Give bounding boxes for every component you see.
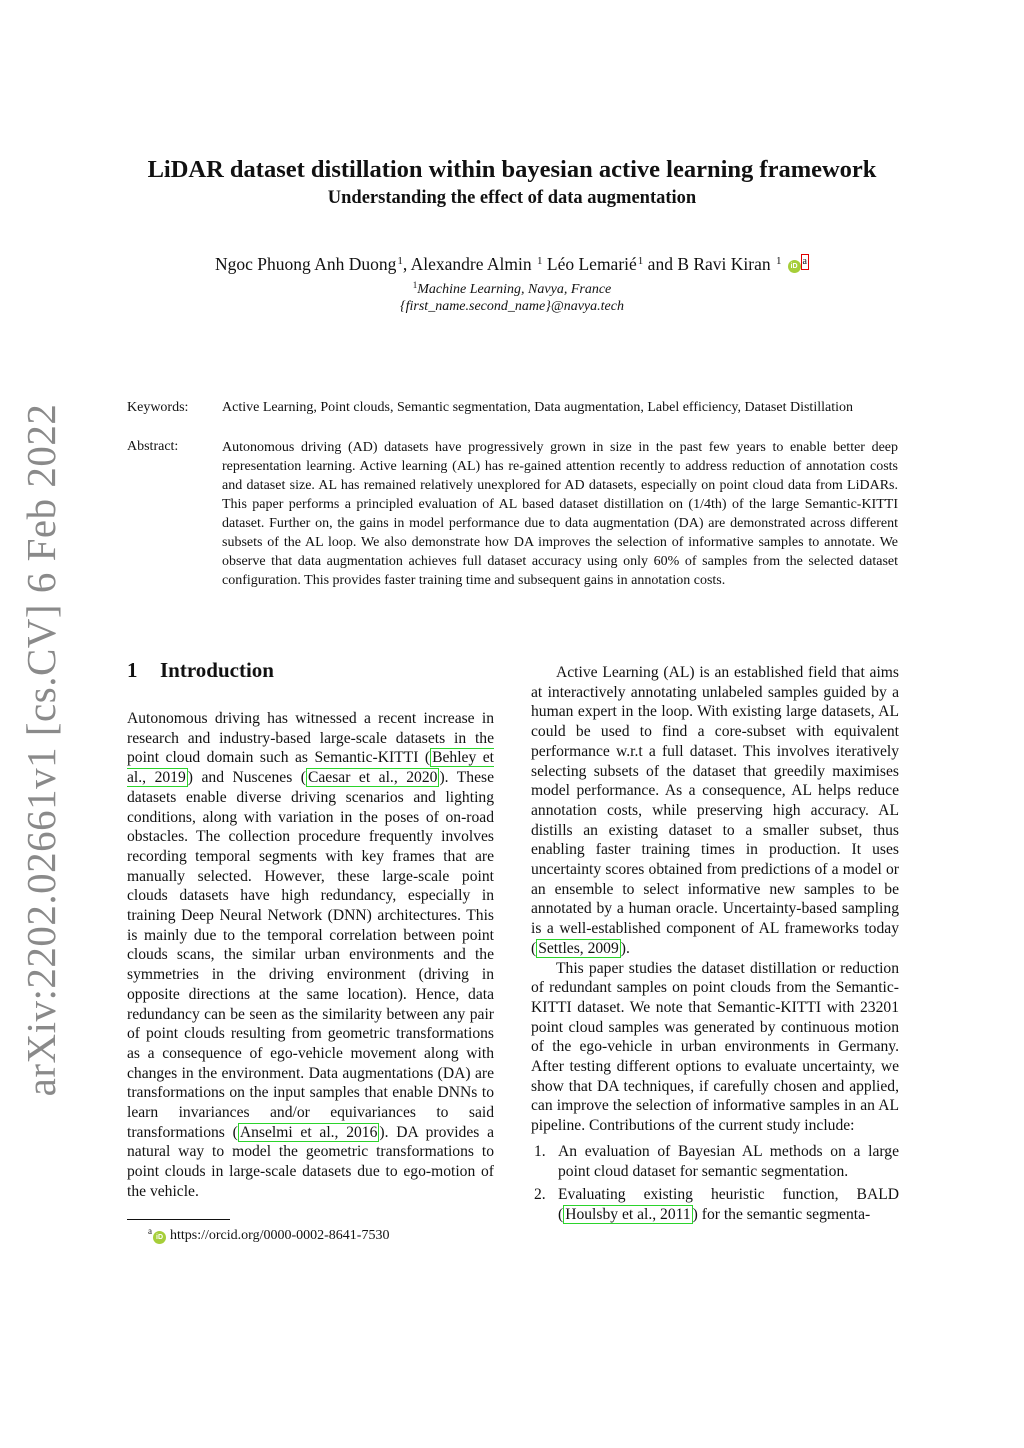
affiliation-mark: 1 [412, 280, 418, 290]
footnote-link[interactable]: a [801, 254, 809, 270]
section-title: Introduction [160, 658, 274, 682]
paragraph-text: ) and Nuscenes ( [187, 769, 306, 787]
paragraph [127, 709, 494, 1202]
list-number: 2. [534, 1186, 546, 1204]
affiliation-mark: 1 [776, 255, 782, 267]
list-item-text: ) for the semantic segmenta- [692, 1205, 871, 1223]
abstract-text: Autonomous driving (AD) datasets have progressively grown in size in the past few years to enable better deep representation learning. Active learning (AL) has re-gained attention recently to address reduction of annotation costs and dataset size. AL has remained relatively unexplored for AD datasets, especially on point cloud data from LiDARs. This paper performs a principled evaluation of AL based dataset distillation on (1/4th) of the large Semantic-KITTI dataset. Further on, the gains in model performance due to data augmentation (DA) are demonstrated across different subsets of the AL loop. We also demonstrate how DA improves the selection of informative samples to annotate. We observe that data augmentation achieves full dataset accuracy using only 60% of samples from the selected dataset configuration. This provides faster training time and subsequent gains in annotation costs. [222, 440, 898, 588]
right-column [531, 663, 899, 1229]
orcid-url[interactable]: https://orcid.org/0000-0002-8641-7530 [170, 1228, 390, 1243]
list-item [531, 1142, 899, 1181]
citation-link[interactable]: Anselmi et al., 2016 [239, 1123, 378, 1141]
citation-link[interactable]: Behley et al., 2019 [127, 749, 494, 787]
section-heading [127, 658, 274, 683]
affiliation-text: Machine Learning, Navya, France [417, 282, 612, 297]
footnote-rule [127, 1219, 230, 1220]
paragraph [531, 663, 899, 959]
citation-link[interactable]: Settles, 2009 [538, 939, 619, 957]
citation-link[interactable]: Caesar et al., 2020 [307, 769, 438, 787]
footnote [148, 1226, 389, 1244]
footnote-mark: a [148, 1226, 152, 1236]
paragraph-text: ). DA provides a natural way to model the geometric transformations to point clouds in large-scale datasets due to ego-motion of the vehicle. [127, 1123, 495, 1200]
citation-link[interactable]: Houlsby et al., 2011 [565, 1205, 691, 1223]
author-email: {first_name.second_name}@navya.tech [400, 299, 624, 314]
paragraph-text: ). [620, 939, 630, 957]
section-number: 1 [127, 658, 138, 682]
paper-subtitle: Understanding the effect of data augmentation [327, 188, 697, 208]
paragraph-text: Autonomous driving has witnessed a recent increase in research and industry-based large-scale datasets in the point cloud domain such as Semantic-KITTI ( [127, 710, 494, 767]
orcid-icon[interactable]: iD [788, 260, 801, 273]
arxiv-stamp [6, 403, 76, 1097]
author-list [0, 254, 1024, 275]
arxiv-stamp-text: arXiv:2202.02661v1 [cs.CV] 6 Feb 2022 [18, 403, 64, 1097]
paragraph: This paper studies the dataset distillation or reduction of redundant samples on point clouds from the Semantic-KITTI dataset. We note that Semantic-KITTI with 23201 point cloud samples was generated by continuous motion of the ego-vehicle in urban environments in Germany. After testing different options to evaluate uncertainty, we show that DA techniques, if carefully chosen and applied, can improve the selection of informative samples in an AL pipeline. Contributions of the current study include: [531, 959, 899, 1135]
affiliation-mark: 1 [637, 255, 644, 267]
abstract-label: Abstract: [127, 439, 179, 454]
author-name: , Alexandre Almin [402, 254, 537, 274]
affiliation [0, 280, 1024, 298]
list-item-text: An evaluation of Bayesian AL methods on a large point cloud dataset for semantic segmentation. [558, 1142, 899, 1180]
contributions-list [531, 1142, 899, 1225]
keywords-label: Keywords: [127, 400, 189, 415]
left-column [127, 709, 494, 1202]
author-name: Ngoc Phuong Anh Duong [215, 254, 397, 274]
keywords-text: Active Learning, Point clouds, Semantic segmentation, Data augmentation, Label efficiency, Dataset Distillation [222, 400, 853, 415]
list-number: 1. [534, 1142, 546, 1160]
list-item-text: Evaluating existing heuristic function, BALD ( [558, 1186, 899, 1223]
author-name: and B Ravi Kiran [643, 254, 776, 274]
paper-title: LiDAR dataset distillation within bayesian active learning framework [147, 156, 877, 183]
orcid-icon: iD [153, 1231, 166, 1244]
affiliation-mark: 1 [537, 255, 543, 267]
paragraph-text: ). These datasets enable diverse driving scenarios and lighting conditions, along with variation in the poses of on-road obstacles. The collection procedure frequently involves recording temporal segments with key frames that are manually selected. However, these large-scale point clouds datasets have high redundancy, especially in training Deep Neural Network (DNN) architectures. This is mainly due to the temporal correlation between point clouds scans, the similar urban environments and the symmetries in the driving environment (driving in opposite directions at the same location). Hence, data redundancy can be seen as the similarity between any pair of point clouds resulting from geometric transformations as a consequence of ego-vehicle movement along with changes in the environment. Data augmentations (DA) are transformations on the input samples that enable DNNs to learn invariances and/or equivariances to said transformations ( [127, 769, 494, 1141]
list-item [531, 1185, 899, 1224]
affiliation-mark: 1 [397, 255, 403, 267]
paragraph-text: Active Learning (AL) is an established field that aims at interactively annotating unlabeled samples guided by a human expert in the loop. With existing large datasets, AL could be used to find a core-subset with equivalent performance w.r.t a full dataset. This involves iteratively selecting subsets of the dataset that greedily maximises model performance. As a consequence, AL helps reduce annotation costs, while preserving high accuracy. AL distills an existing dataset to a smaller subset, thus enabling faster training times in production. It uses uncertainty scores obtained from predictions of a model or an ensemble to select informative new samples to be annotated by a human oracle. Uncertainty-based sampling is a well-established component of AL frameworks today ( [531, 664, 899, 957]
author-name: Léo Lemarié [542, 254, 637, 274]
